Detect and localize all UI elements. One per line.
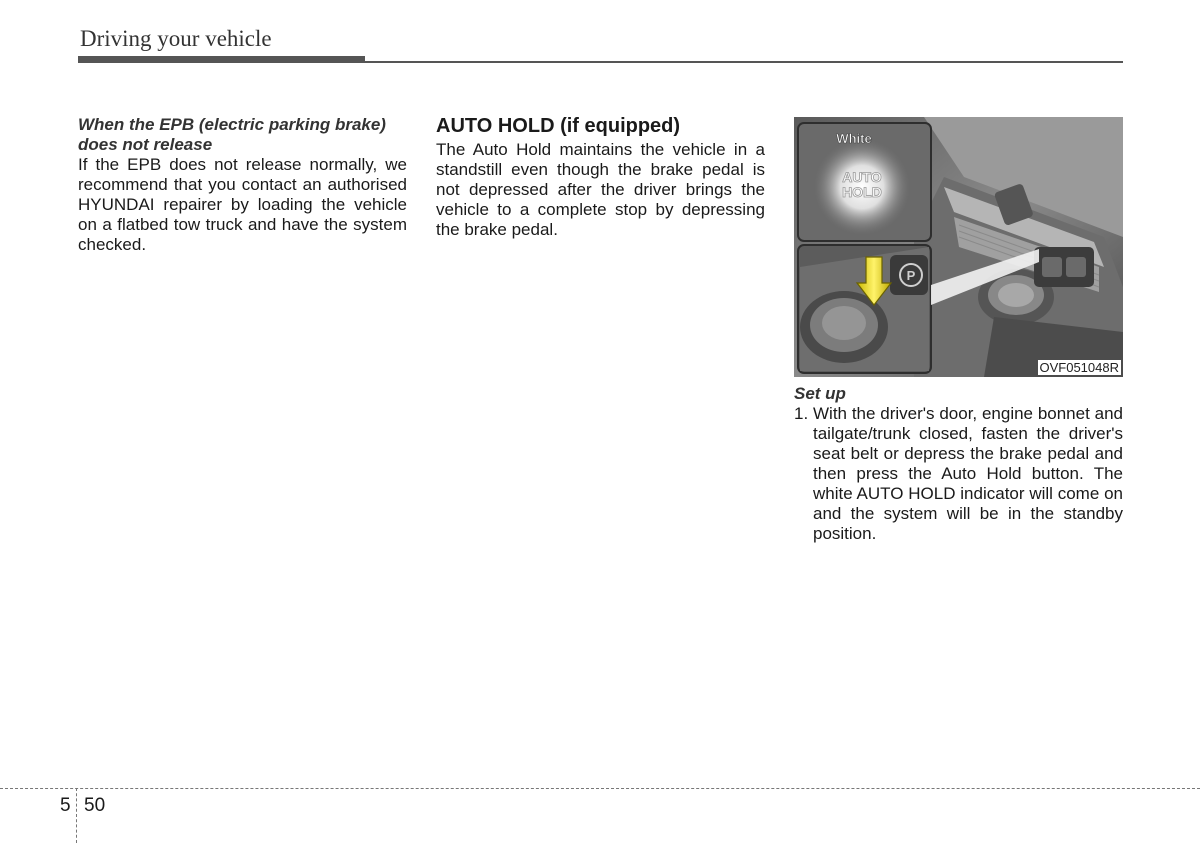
indicator-color-label: White [836, 131, 872, 146]
step-text: With the driver's door, engine bonnet and tailgate/trunk closed, fasten the driver's seat belt or depress the brake pedal and then press the Auto Hold button. The white AUTO HOLD indicator will come on and the system will be in the standby position. [813, 404, 1123, 543]
chapter-number: 5 [60, 795, 71, 816]
setup-heading: Set up [794, 384, 846, 403]
footer-divider [76, 788, 77, 843]
epb-release-body: If the EPB does not release normally, we recommend that you contact an authorised HYUNDAI repairer by loading the vehicle on a flatbed tow truck and have the system checked. [78, 155, 407, 254]
footer-rule [0, 788, 1200, 789]
svg-text:P: P [906, 268, 916, 283]
setup-step [794, 404, 1123, 544]
middle-column [436, 115, 765, 240]
indicator-text-hold: HOLD [842, 184, 882, 200]
console-illustration [794, 117, 1123, 377]
page-number: 50 [84, 795, 106, 816]
indicator-text-auto: AUTO [842, 169, 882, 185]
step-number: 1. [794, 404, 809, 423]
left-column [78, 115, 407, 255]
auto-hold-title: AUTO HOLD (if equipped) [436, 115, 681, 137]
figure-code: OVF051048R [1039, 360, 1119, 375]
epb-release-heading: When the EPB (electric parking brake) does not release [78, 115, 386, 154]
right-column [794, 117, 1123, 544]
auto-hold-figure [794, 117, 1123, 377]
auto-hold-body: The Auto Hold maintains the vehicle in a standstill even though the brake pedal is not depressed after the driver brings the vehicle to a complete stop by depressing the brake pedal. [436, 140, 765, 239]
header-rule [78, 61, 1123, 63]
page-header-title: Driving your vehicle [80, 26, 272, 51]
